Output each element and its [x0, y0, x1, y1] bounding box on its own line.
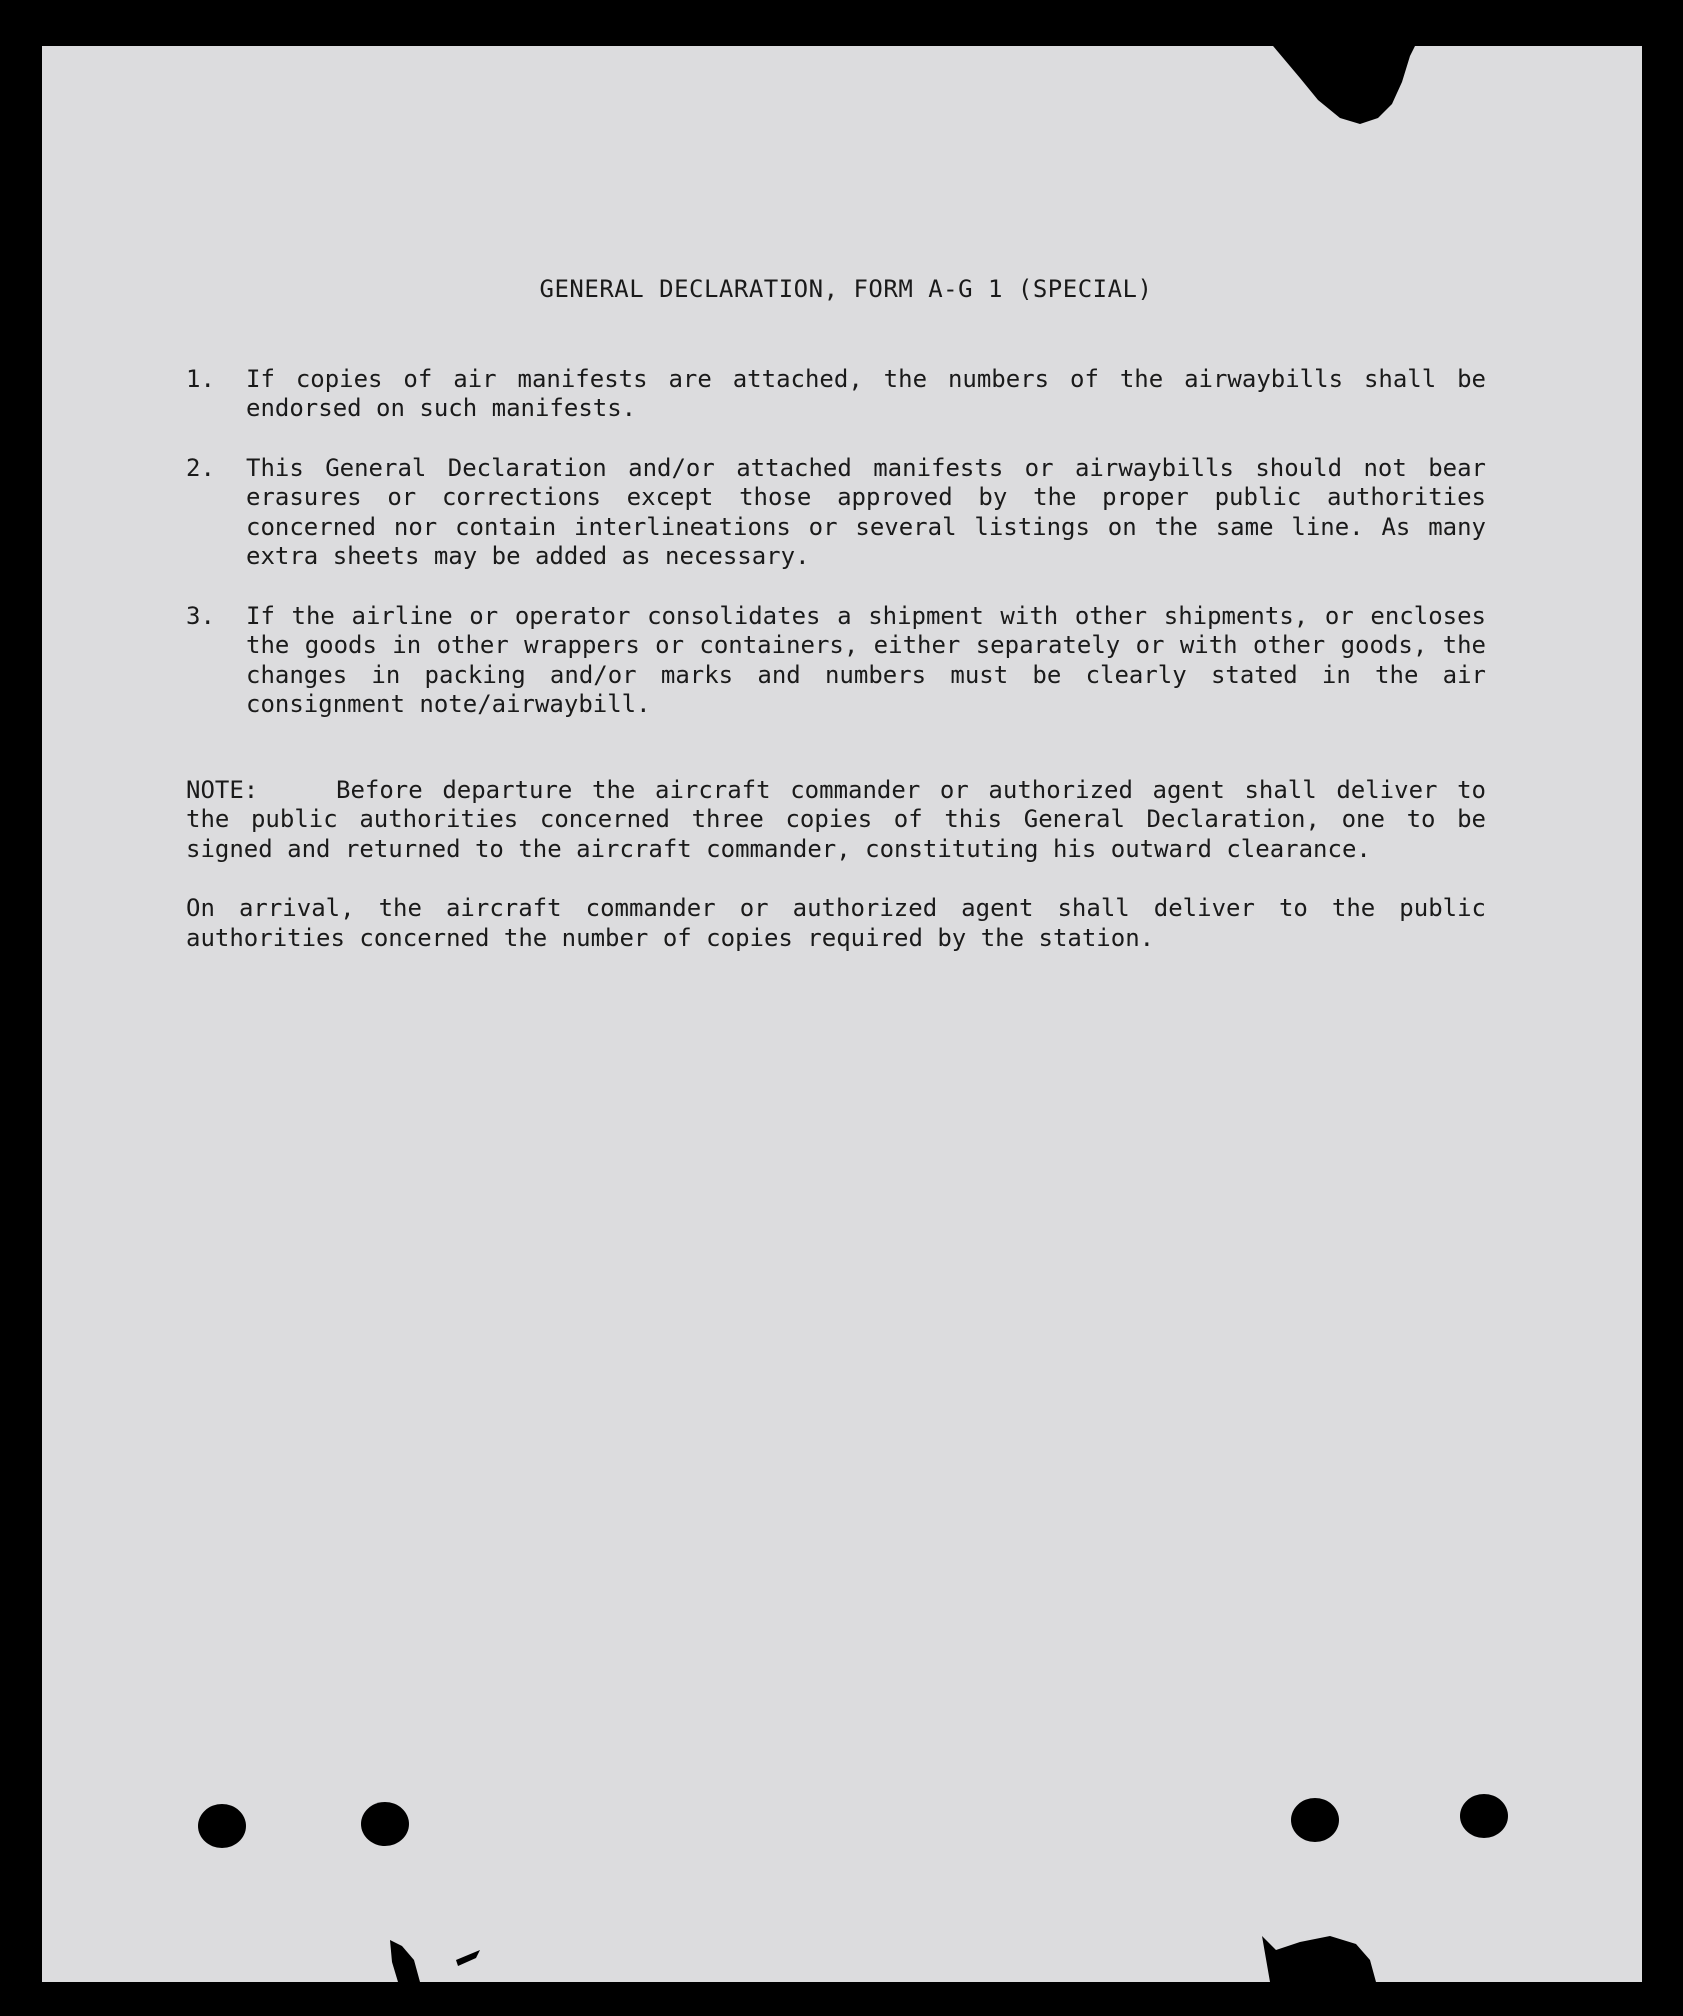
- item-number: 3.: [186, 601, 215, 630]
- item-text: If the airline or operator consolidates a shipment with other shipments, or encloses the goods in other wrappers or containers, either separately or with other goods, the changes in packing and/or marks and numbers must be clearly stated in the air consignment note/airwaybill.: [246, 601, 1486, 718]
- note-paragraph: [186, 776, 1486, 865]
- list-item: [186, 365, 1486, 424]
- note-text: Before departure the aircraft commander or authorized agent shall deliver to the public authorities concerned three copies of this General Declaration, one to be signed and returned to the aircraft commander, constituting his outward clearance.: [186, 775, 1486, 863]
- document-title: GENERAL DECLARATION, FORM A-G 1 (SPECIAL): [539, 275, 1153, 303]
- item-text: If copies of air manifests are attached, the numbers of the airwaybills shall be endorsed on such manifests.: [246, 364, 1486, 422]
- item-number: 2.: [186, 453, 215, 482]
- arrival-paragraph: On arrival, the aircraft commander or authorized agent shall deliver to the public authorities concerned the number of copies required by the station.: [186, 894, 1486, 952]
- list-item: [186, 454, 1486, 572]
- punch-hole-2: [361, 1802, 409, 1846]
- punch-hole-1: [198, 1804, 246, 1848]
- item-text: This General Declaration and/or attached manifests or airwaybills should not bear erasures or corrections except those approved by the proper public authorities concerned nor contain interlineations or several listings on the same line. As many extra sheets may be added as necessary.: [246, 453, 1486, 570]
- list-item: [186, 602, 1486, 720]
- note-label: NOTE:: [186, 775, 259, 804]
- item-number: 1.: [186, 364, 215, 393]
- document-body: [186, 275, 1486, 953]
- punch-hole-4: [1460, 1794, 1508, 1838]
- punch-hole-3: [1291, 1798, 1339, 1842]
